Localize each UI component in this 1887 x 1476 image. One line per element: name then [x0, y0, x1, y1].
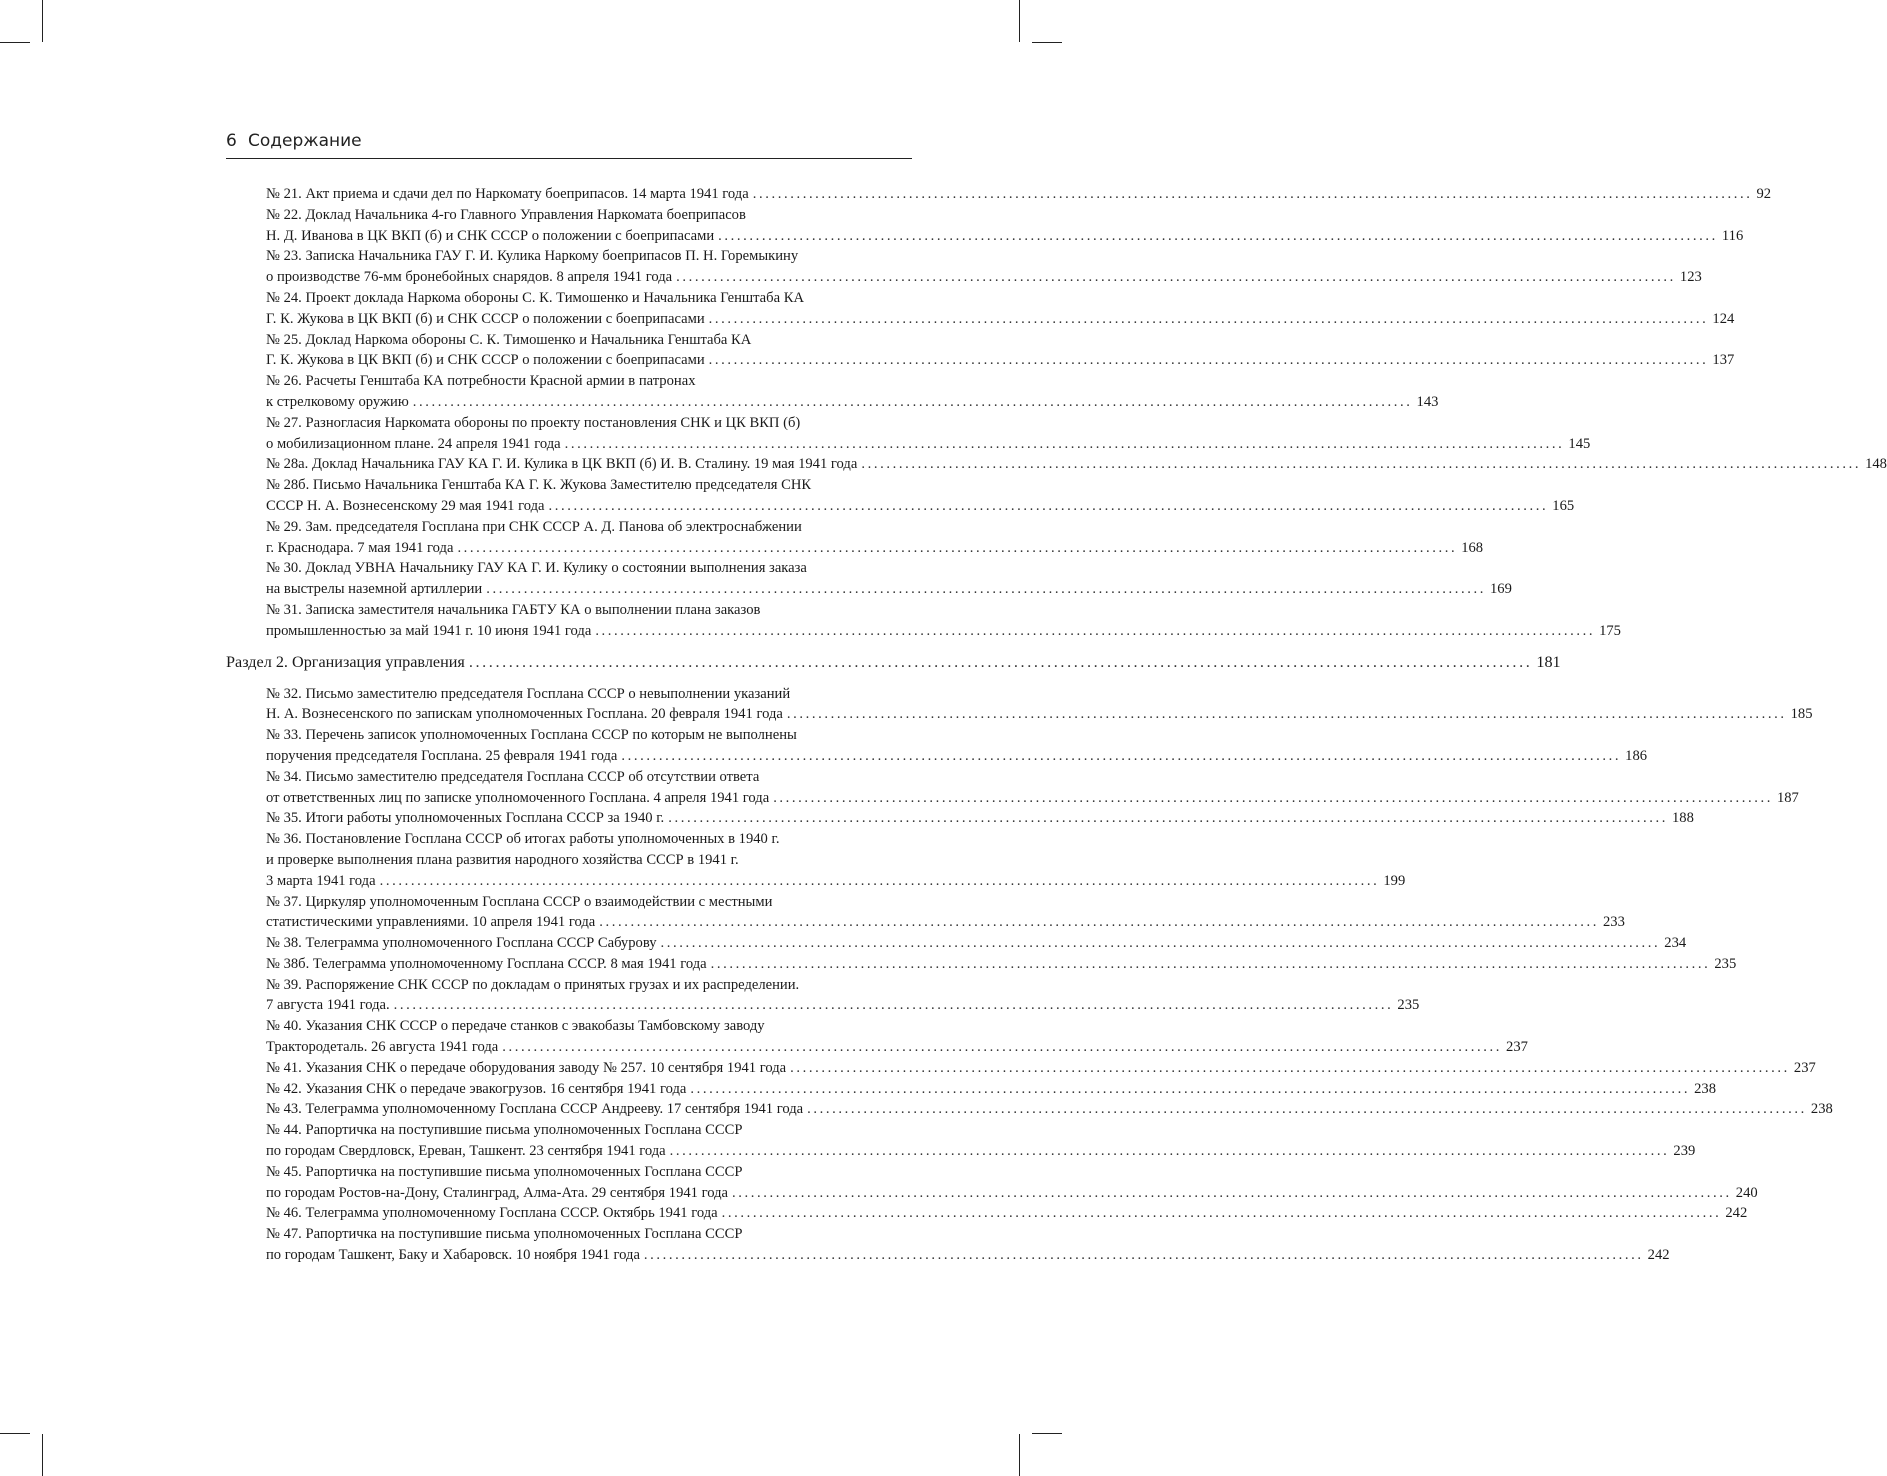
toc-entry[interactable] [266, 892, 1625, 934]
toc-entry-title: по городам Ростов-на-Дону, Сталинград, Алма-Ата. 29 сентября 1941 года [266, 1184, 729, 1201]
dot-leader: ................................................................................................................................................................ [457, 539, 1458, 556]
toc-entry[interactable] [266, 517, 1484, 559]
toc-entry-last-line [266, 1183, 1758, 1204]
toc-entry-last-line [266, 621, 1621, 642]
toc-entry-title: № 43. Телеграмма уполномоченному Госплана СССР Андрееву. 17 сентября 1941 года [266, 1101, 804, 1118]
dot-leader: ................................................................................................................................................................ [668, 810, 1668, 827]
toc-entry-title: о производстве 76-мм бронебойных снарядов. 8 апреля 1941 года [266, 269, 673, 286]
toc-entry-title: 7 августа 1941 года. [266, 997, 390, 1014]
toc-entry-title: промышленностью за май 1941 г. 10 июня 1941 года [266, 622, 592, 639]
toc-entry[interactable] [266, 1058, 1816, 1079]
toc-entry-title: № 41. Указания СНК о передаче оборудования заводу № 257. 10 сентября 1941 года [266, 1059, 787, 1076]
toc-entry-last-line [266, 579, 1512, 600]
dot-leader: ................................................................................................................................................................ [412, 393, 1413, 410]
toc-entry[interactable] [266, 454, 1887, 475]
toc-entry-last-line [266, 1245, 1670, 1266]
dot-leader: ................................................................................................................................................................ [393, 997, 1394, 1014]
toc-entry[interactable] [266, 1162, 1758, 1204]
toc-page-number: 185 [1790, 706, 1813, 723]
toc-entry-last-line [266, 704, 1813, 725]
dot-leader: ................................................................................................................................................................ [548, 497, 1549, 514]
dot-leader: ................................................................................................................................................................ [708, 310, 1709, 327]
toc-entry[interactable] [266, 808, 1694, 829]
toc-entry-last-line [266, 1203, 1748, 1224]
dot-leader: ................................................................................................................................................................ [643, 1247, 1644, 1264]
toc-entry[interactable] [266, 288, 1735, 330]
toc-entry-last-line [266, 267, 1702, 288]
toc-entry-title: № 38б. Телеграмма уполномоченному Госплана СССР. 8 мая 1941 года [266, 955, 707, 972]
toc-entry-last-line [266, 954, 1737, 975]
toc-entry-title: от ответственных лиц по записке уполномоченного Госплана. 4 апреля 1941 года [266, 789, 770, 806]
toc-entry-last-line [266, 912, 1625, 933]
toc-page-number: 199 [1383, 872, 1406, 889]
toc-section[interactable] [226, 650, 1561, 674]
toc-entry-title: № 42. Указания СНК о передаче эвакогрузов. 16 сентября 1941 года [266, 1080, 687, 1097]
toc-entry-line: № 40. Указания СНК СССР о передаче станков с эвакобазы Тамбовскому заводу [266, 1018, 765, 1035]
dot-leader: ................................................................................................................................................................ [721, 1205, 1722, 1222]
toc-entry[interactable] [266, 954, 1737, 975]
toc-entry-last-line [266, 454, 1887, 475]
toc-page-number: 137 [1712, 352, 1735, 369]
toc-page-number: 168 [1461, 539, 1484, 556]
crop-mark-top-left-h [0, 42, 30, 43]
dot-leader: ................................................................................................................................................................ [710, 955, 1711, 972]
toc-entry-last-line [266, 1141, 1696, 1162]
toc-entry-title: Трактородеталь. 26 августа 1941 года [266, 1039, 499, 1056]
toc-page-number: 145 [1568, 435, 1591, 452]
toc-page-number: 124 [1712, 310, 1735, 327]
toc-entry-title: по городам Ташкент, Баку и Хабаровск. 10 ноября 1941 года [266, 1247, 640, 1264]
crop-mark-bottom-left [42, 1434, 43, 1476]
toc-entry-line: № 31. Записка заместителя начальника ГАБТУ КА о выполнении плана заказов [266, 601, 761, 618]
toc-entry[interactable] [266, 413, 1591, 455]
toc-entry-line: № 25. Доклад Наркома обороны С. К. Тимошенко и Начальника Генштаба КА [266, 331, 752, 348]
toc-page-number: 234 [1664, 935, 1687, 952]
toc-page-number: 188 [1671, 810, 1694, 827]
toc-entry-last-line [266, 1037, 1528, 1058]
toc-page-number: 238 [1810, 1101, 1833, 1118]
toc-entry[interactable] [266, 184, 1772, 205]
dot-leader: ................................................................................................................................................................ [773, 789, 1773, 806]
toc-page-number: 175 [1599, 622, 1621, 639]
toc-entry-last-line [266, 1058, 1816, 1079]
toc-entry-title: г. Краснодара. 7 мая 1941 года [266, 539, 454, 556]
toc-entry-line: № 30. Доклад УВНА Начальнику ГАУ КА Г. И. Кулику о состоянии выполнения заказа [266, 560, 807, 577]
dot-leader: ................................................................................................................................................................ [468, 652, 1533, 671]
toc-entry[interactable] [266, 684, 1813, 726]
toc-entry[interactable] [266, 1224, 1670, 1266]
toc-entry-line: № 27. Разногласия Наркомата обороны по проекту постановления СНК и ЦК ВКП (б) [266, 414, 801, 431]
toc-page-number: 239 [1673, 1143, 1696, 1160]
toc-entry-last-line [266, 496, 1575, 517]
toc-entry-line: № 24. Проект доклада Наркома обороны С. К. Тимошенко и Начальника Генштаба КА [266, 289, 804, 306]
toc-entry-line: № 39. Распоряжение СНК СССР по докладам о принятых грузах и их распределении. [266, 976, 800, 993]
toc-page-number: 165 [1552, 497, 1575, 514]
toc-entry-last-line [266, 871, 1406, 892]
toc-page-number: 242 [1725, 1205, 1748, 1222]
toc-entry-title: № 38. Телеграмма уполномоченного Госплана СССР Сабурову [266, 935, 657, 952]
toc-page-number: 240 [1735, 1184, 1758, 1201]
toc-page-number: 186 [1625, 747, 1648, 764]
toc-entry-last-line [266, 184, 1772, 205]
dot-leader: ................................................................................................................................................................ [660, 935, 1661, 952]
toc-entry-last-line [266, 1099, 1833, 1120]
toc-entry[interactable] [266, 558, 1512, 600]
toc-page-number: 242 [1647, 1247, 1670, 1264]
toc-entry-last-line [226, 650, 1561, 674]
crop-mark-bottom-right [1019, 1434, 1020, 1476]
toc-entry-title: СССР Н. А. Вознесенскому 29 мая 1941 года [266, 497, 545, 514]
toc-entry[interactable] [266, 1203, 1748, 1224]
toc-entry-last-line [266, 746, 1648, 767]
toc-entry[interactable] [266, 1016, 1528, 1058]
crop-mark-bottom-left-h [0, 1433, 30, 1434]
toc-page-number: 237 [1506, 1039, 1528, 1056]
toc-entry[interactable] [266, 767, 1799, 809]
crop-mark-top-left [42, 0, 43, 42]
crop-mark-top-right-h [1032, 42, 1062, 43]
page-number: 6 [226, 131, 237, 151]
toc-entry-title: по городам Свердловск, Ереван, Ташкент. 23 сентября 1941 года [266, 1143, 666, 1160]
toc-entry-line: № 26. Расчеты Генштаба КА потребности Красной армии в патронах [266, 373, 696, 390]
dot-leader: ................................................................................................................................................................ [669, 1143, 1670, 1160]
dot-leader: ................................................................................................................................................................ [690, 1080, 1691, 1097]
toc-entry-line: № 33. Перечень записок уполномоченных Госплана СССР по которым не выполнены [266, 727, 797, 744]
toc-entry-title: Н. А. Вознесенского по запискам уполномоченных Госплана. 20 февраля 1941 года [266, 706, 783, 723]
toc-entry-title: 3 марта 1941 года [266, 872, 376, 889]
toc-entry[interactable] [266, 933, 1687, 954]
toc-entry[interactable] [266, 725, 1648, 767]
dot-leader: ................................................................................................................................................................ [486, 581, 1486, 598]
toc-entry-last-line [266, 226, 1744, 247]
toc-entry-line: № 29. Зам. председателя Госплана при СНК СССР А. Д. Панова об электроснабжении [266, 518, 802, 535]
toc-entry-last-line [266, 995, 1420, 1016]
toc-page-number: 237 [1793, 1059, 1816, 1076]
toc-entry-last-line [266, 1079, 1717, 1100]
toc-page-number: 181 [1536, 652, 1561, 671]
dot-leader: ................................................................................................................................................................ [732, 1184, 1732, 1201]
toc-entry-last-line [266, 933, 1687, 954]
dot-leader: ................................................................................................................................................................ [752, 186, 1753, 202]
toc-entry-title: Г. К. Жукова в ЦК ВКП (б) и СНК СССР о положении с боеприпасами [266, 352, 705, 369]
dot-leader: ................................................................................................................................................................ [595, 622, 1596, 639]
toc-entry-line: № 45. Рапортичка на поступившие письма уполномоченных Госплана СССР [266, 1163, 743, 1180]
dot-leader: ................................................................................................................................................................ [621, 747, 1622, 764]
toc-entry[interactable] [266, 330, 1735, 372]
crop-mark-bottom-right-h [1032, 1433, 1062, 1434]
dot-leader: ................................................................................................................................................................ [786, 706, 1787, 723]
toc-entry[interactable] [266, 1079, 1717, 1100]
toc-entry-last-line [266, 434, 1591, 455]
dot-leader: ................................................................................................................................................................ [807, 1101, 1807, 1118]
toc-entry[interactable] [266, 1099, 1833, 1120]
crop-mark-top-right [1019, 0, 1020, 42]
toc-entry-line: № 37. Циркуляр уполномоченным Госплана СССР о взаимодействии с местными [266, 893, 773, 910]
toc-page-number: 148 [1865, 456, 1887, 473]
toc-entry[interactable] [266, 829, 1406, 891]
toc-entry-title: статистическими управлениями. 10 апреля 1941 года [266, 914, 596, 931]
dot-leader: ................................................................................................................................................................ [708, 352, 1709, 369]
toc-page-number: 123 [1679, 269, 1702, 286]
dot-leader: ................................................................................................................................................................ [861, 456, 1862, 473]
toc-entry-line: № 34. Письмо заместителю председателя Госплана СССР об отсутствии ответа [266, 768, 760, 785]
toc-entry-title: поручения председателя Госплана. 25 февраля 1941 года [266, 747, 618, 764]
toc-page-number: 233 [1603, 914, 1625, 931]
table-of-contents [226, 184, 1887, 1266]
toc-entry-title: Раздел 2. Организация управления [226, 652, 465, 671]
dot-leader: ................................................................................................................................................................ [379, 872, 1380, 889]
toc-entry-title: на выстрелы наземной артиллерии [266, 581, 483, 598]
dot-leader: ................................................................................................................................................................ [676, 269, 1676, 286]
toc-entry-title: № 28а. Доклад Начальника ГАУ КА Г. И. Кулика в ЦК ВКП (б) И. В. Сталину. 19 мая 1941 года [266, 456, 858, 473]
toc-page-number: 116 [1721, 227, 1744, 244]
dot-leader: ................................................................................................................................................................ [790, 1059, 1790, 1076]
toc-entry-line: № 23. Записка Начальника ГАУ Г. И. Кулика Наркому боеприпасов П. Н. Горемыкину [266, 248, 799, 265]
toc-entry-title: № 46. Телеграмма уполномоченному Госплана СССР. Октябрь 1941 года [266, 1205, 718, 1222]
toc-entry[interactable] [266, 246, 1702, 288]
toc-entry-line: № 28б. Письмо Начальника Генштаба КА Г. К. Жукова Заместителю председателя СНК [266, 477, 812, 494]
dot-leader: ................................................................................................................................................................ [718, 227, 1718, 244]
toc-page-number: 235 [1397, 997, 1420, 1014]
toc-entry-line: и проверке выполнения плана развития народного хозяйства СССР в 1941 г. [266, 851, 739, 868]
toc-page-number: 187 [1776, 789, 1799, 806]
toc-entry[interactable] [266, 371, 1439, 413]
toc-entry-last-line [266, 309, 1735, 330]
toc-entry-title: к стрелковому оружию [266, 393, 409, 410]
toc-page-number: 169 [1489, 581, 1512, 598]
dot-leader: ................................................................................................................................................................ [599, 914, 1599, 931]
toc-entry-title: № 35. Итоги работы уполномоченных Госплана СССР за 1940 г. [266, 810, 665, 827]
toc-entry[interactable] [266, 600, 1621, 642]
toc-entry[interactable] [266, 475, 1575, 517]
toc-page-number: 238 [1694, 1080, 1717, 1097]
toc-entry[interactable] [266, 975, 1420, 1017]
toc-entry[interactable] [266, 1120, 1696, 1162]
toc-entry-line: № 36. Постановление Госплана СССР об итогах работы уполномоченных в 1940 г. [266, 831, 780, 848]
toc-entry-title: о мобилизационном плане. 24 апреля 1941 года [266, 435, 561, 452]
toc-page-number: 143 [1416, 393, 1439, 410]
dot-leader: ................................................................................................................................................................ [502, 1039, 1503, 1056]
toc-entry-title: № 21. Акт приема и сдачи дел по Наркомату боеприпасов. 14 марта 1941 года [266, 186, 749, 202]
toc-page-number: 92 [1756, 186, 1772, 202]
toc-entry-last-line [266, 788, 1799, 809]
toc-entry-last-line [266, 538, 1484, 559]
toc-entry-last-line [266, 350, 1735, 371]
toc-entry-line: № 22. Доклад Начальника 4-го Главного Управления Наркомата боеприпасов [266, 206, 746, 223]
toc-entry-last-line [266, 392, 1439, 413]
toc-entry[interactable] [266, 205, 1744, 247]
running-header [226, 128, 912, 159]
toc-entry-line: № 32. Письмо заместителю председателя Госплана СССР о невыполнении указаний [266, 685, 791, 702]
toc-entry-title: Г. К. Жукова в ЦК ВКП (б) и СНК СССР о положении с боеприпасами [266, 310, 705, 327]
page-title: Содержание [248, 131, 362, 151]
toc-page-number: 235 [1714, 955, 1737, 972]
toc-entry-line: № 47. Рапортичка на поступившие письма уполномоченных Госплана СССР [266, 1226, 743, 1243]
toc-entry-line: № 44. Рапортичка на поступившие письма уполномоченных Госплана СССР [266, 1122, 743, 1139]
toc-entry-title: Н. Д. Иванова в ЦК ВКП (б) и СНК СССР о положении с боеприпасами [266, 227, 715, 244]
dot-leader: ................................................................................................................................................................ [564, 435, 1565, 452]
toc-entry-last-line [266, 808, 1694, 829]
